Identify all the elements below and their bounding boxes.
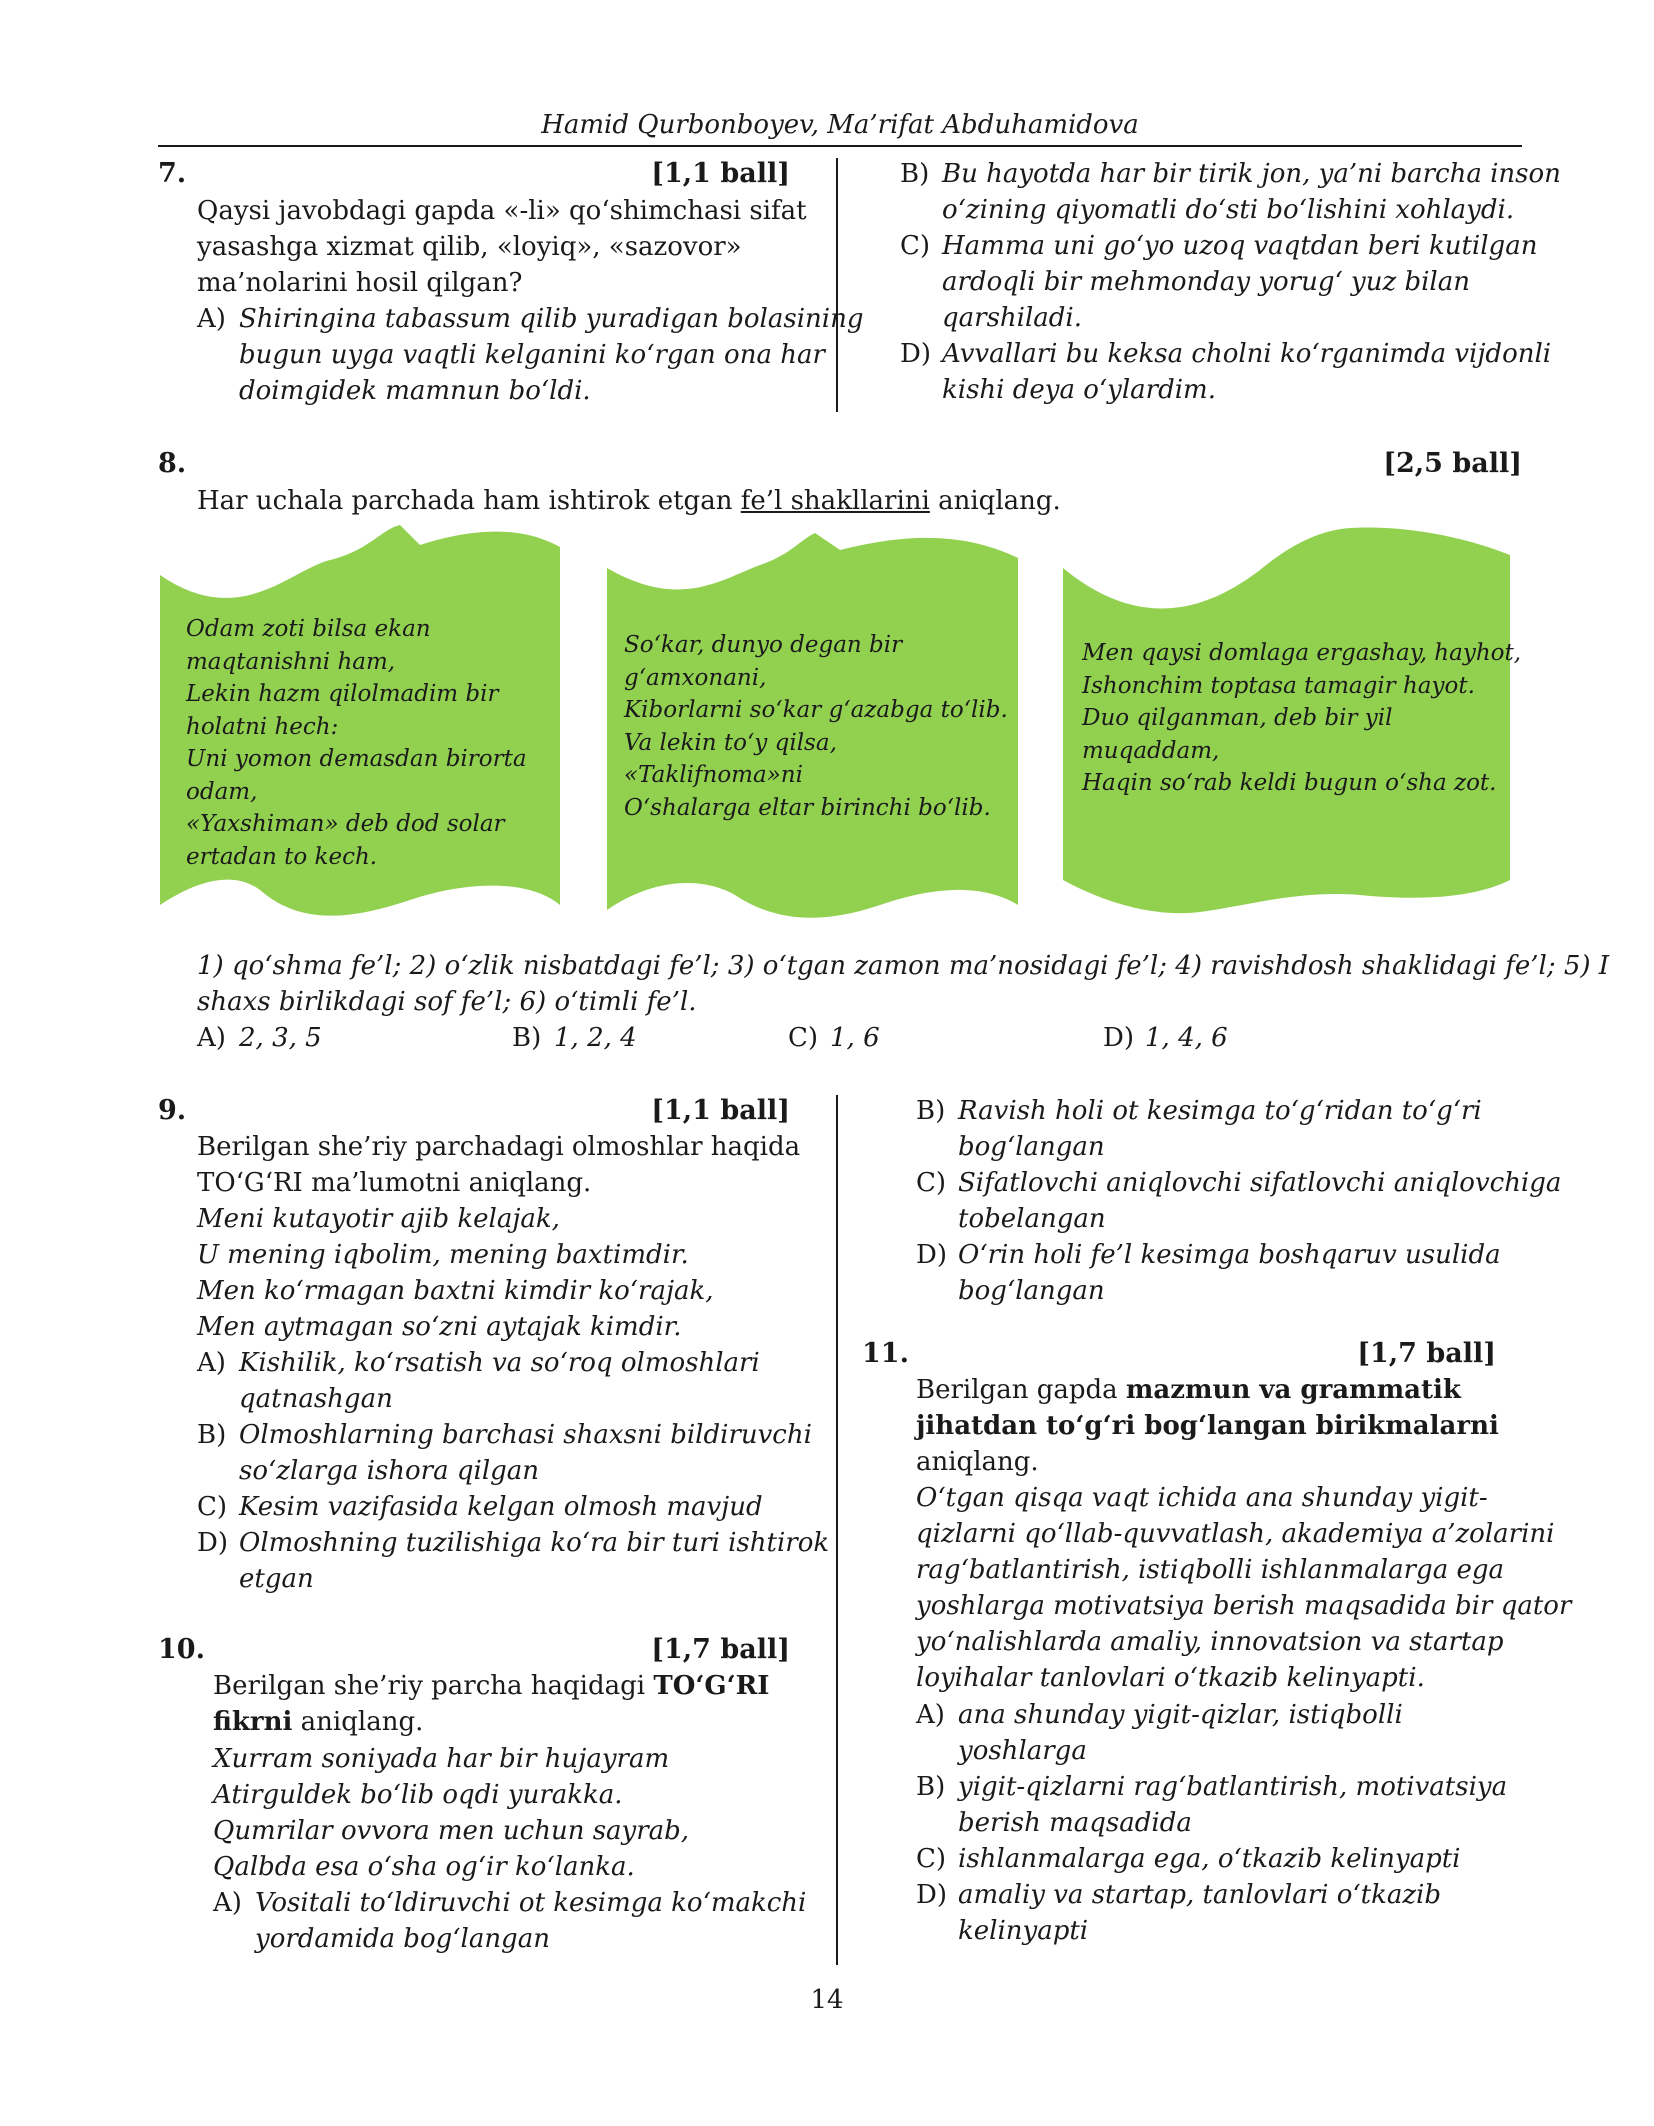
poem-line: Lekin hazm qilolmadim bir [186, 681, 499, 707]
q8-number: 8. [158, 448, 187, 479]
option-text: Bu hayotda har bir tirik jon, ya’ni barcha inson [942, 159, 1561, 189]
option-letter: B) [512, 1023, 542, 1053]
q11-option-a[interactable] [916, 1697, 1403, 1769]
option-letter: D) [197, 1528, 228, 1558]
poem-line: Ishonchim toptasa tamagir hayot. [1082, 672, 1475, 699]
sentence-line: qizlarni qo‘llab-quvvatlash, akademiya a’zolarini [916, 1519, 1555, 1549]
poem-line: O‘shalarga eltar birinchi bo‘lib. [624, 794, 991, 821]
option-letter: B) [900, 159, 930, 189]
option-text: yoshlarga [958, 1736, 1087, 1766]
poem-line: Men qaysi domlaga ergashay, hayhot, [1082, 640, 1522, 666]
option-letter: A) [197, 304, 226, 334]
q9-option-a[interactable] [197, 1345, 760, 1417]
sentence-line: O‘tgan qisqa vaqt ichida ana shunday yigit- [916, 1483, 1488, 1513]
option-text: yigit-qizlarni rag‘batlantirish, motivatsiya [958, 1772, 1508, 1802]
poem-2 [624, 629, 1008, 824]
poem-line: Haqin so‘rab keldi bugun o‘sha zot. [1082, 770, 1497, 796]
column-divider [836, 1095, 838, 1965]
poem-line: Qalbda esa o‘sha og‘ir ko‘lanka. [213, 1852, 635, 1882]
option-text: O‘rin holi fe’l kesimga boshqaruv usulida [958, 1240, 1501, 1270]
option-text: bog‘langan [958, 1276, 1105, 1306]
q10-poem [213, 1741, 689, 1885]
q11-option-d[interactable] [916, 1877, 1441, 1949]
q11-sentence [916, 1480, 1571, 1696]
q9-poem [197, 1201, 714, 1345]
option-text: Vositali to‘ldiruvchi ot kesimga ko‘makchi [255, 1888, 807, 1918]
q11-question-bold: jihatdan to‘g‘ri bog‘langan birikmalarni [916, 1411, 1499, 1441]
poem-line: Va lekin to‘y qilsa, [624, 729, 837, 756]
poem-line: Men ko‘rmagan baxtni kimdir ko‘rajak, [197, 1276, 714, 1306]
option-text: ishlanmalarga ega, o‘tkazib kelinyapti [958, 1844, 1461, 1874]
poem-line: Meni kutayotir ajib kelajak, [197, 1204, 560, 1234]
poem-line: «Yaxshiman» deb dod solar [186, 811, 505, 837]
option-text: Sifatlovchi aniqlovchi sifatlovchi aniqlovchiga [958, 1168, 1562, 1198]
q8-option-a[interactable] [197, 1020, 322, 1056]
q11-question-bold: mazmun va grammatik [1125, 1375, 1461, 1405]
option-text: Olmoshlarning barchasi shaxsni bildiruvchi [239, 1420, 812, 1450]
option-text: yordamida bog‘langan [255, 1924, 550, 1954]
poem-1 [186, 613, 527, 873]
q7-question-line: Qaysi javobdagi gapda «-li» qo‘shimchasi sifat [197, 196, 807, 226]
option-letter: D) [1103, 1023, 1134, 1053]
option-text: kishi deya o‘ylardim. [942, 375, 1216, 405]
option-letter: C) [197, 1492, 228, 1522]
poem-line: g‘amxonani, [624, 664, 767, 691]
option-letter: B) [916, 1772, 946, 1802]
poem-line: Atirguldek bo‘lib oqdi yurakka. [213, 1780, 623, 1810]
q7-points: [1,1 ball] [651, 158, 790, 189]
q11-points: [1,7 ball] [1357, 1338, 1496, 1369]
option-text: bog‘langan [958, 1132, 1105, 1162]
poem-line: Kiborlarni so‘kar g‘azabga to‘lib. [624, 697, 1008, 723]
option-letter: D) [916, 1880, 947, 1910]
q8-question-text: aniqlang. [929, 486, 1061, 516]
option-text: Kishilik, ko‘rsatish va so‘roq olmoshlari [239, 1348, 760, 1378]
option-text: so‘zlarga ishora qilgan [239, 1456, 540, 1486]
q10-question-text: Berilgan she’riy parcha haqidagi [213, 1671, 654, 1701]
sentence-line: rag‘batlantirish, istiqbolli ishlanmalarga ega [916, 1555, 1504, 1585]
poem-line: holatni hech: [186, 713, 339, 740]
option-text: tobelangan [958, 1204, 1106, 1234]
list-line: shaxs birlikdagi sof fe’l; 6) o‘timli fe’l. [197, 987, 697, 1017]
option-text: Ravish holi ot kesimga to‘g‘ridan to‘g‘ri [958, 1096, 1482, 1126]
q8-option-b[interactable] [512, 1020, 637, 1056]
poem-line: Men aytmagan so‘zni aytajak kimdir. [197, 1312, 682, 1342]
q11-number: 11. [862, 1338, 909, 1369]
running-header: Hamid Qurbonboyev, Ma’rifat Abduhamidova [541, 110, 1139, 140]
q10-option-c[interactable] [916, 1165, 1561, 1237]
q9-points: [1,1 ball] [651, 1095, 790, 1126]
option-text: Hamma uni go‘yo uzoq vaqtdan beri kutilgan [942, 231, 1538, 261]
q10-option-a[interactable] [213, 1885, 806, 1957]
q9-option-d[interactable] [197, 1525, 829, 1597]
q9-question-line: Berilgan she’riy parchadagi olmoshlar haqida [197, 1132, 801, 1162]
option-text: doimgidek mamnun bo‘ldi. [239, 376, 591, 406]
option-text: amaliy va startap, tanlovlari o‘tkazib [958, 1880, 1441, 1910]
poem-line: So‘kar, dunyo degan bir [624, 632, 903, 658]
q8-feature-list [197, 948, 1609, 1020]
option-text: qatnashgan [239, 1384, 393, 1414]
q8-question-underlined: fe’l shakllarini [740, 486, 930, 516]
option-text: Olmoshning tuzilishiga ko‘ra bir turi ishtirok [239, 1528, 830, 1558]
option-text: 1, 6 [830, 1023, 880, 1053]
q10-question [213, 1668, 769, 1740]
option-letter: D) [916, 1240, 947, 1270]
option-letter: A) [197, 1348, 226, 1378]
poem-line: Odam zoti bilsa ekan [186, 616, 431, 642]
q9-option-b[interactable] [197, 1417, 812, 1489]
q10-option-d[interactable] [916, 1237, 1501, 1309]
poem-line: maqtanishni ham, [186, 648, 396, 675]
q7-question-line: ma’nolarini hosil qilgan? [197, 268, 523, 298]
q11-question [916, 1372, 1499, 1480]
q9-number: 9. [158, 1095, 187, 1126]
option-text: etgan [239, 1564, 314, 1594]
option-letter: B) [916, 1096, 946, 1126]
option-letter: C) [900, 231, 931, 261]
option-text: berish maqsadida [958, 1808, 1192, 1838]
q8-points: [2,5 ball] [1383, 448, 1522, 479]
option-letter: A) [197, 1023, 226, 1053]
poem-line: muqaddam, [1082, 737, 1220, 764]
poem-line: U mening iqbolim, mening baxtimdir. [197, 1240, 689, 1270]
poem-line: ertadan to kech. [186, 843, 378, 870]
q10-question-bold: fikrni [213, 1707, 293, 1737]
q7-question-line: yasashga xizmat qilib, «loyiq», «sazovor» [197, 232, 742, 262]
poem-line: Uni yomon demasdan birorta [186, 746, 527, 772]
option-text: Shiringina tabassum qilib yuradigan bolasining [239, 304, 864, 334]
poem-line: odam, [186, 778, 258, 805]
poem-line: «Taklifnoma»ni [624, 762, 803, 788]
q8-option-d[interactable] [1103, 1020, 1228, 1056]
option-text: 1, 2, 4 [554, 1023, 637, 1053]
q10-option-b[interactable] [916, 1093, 1482, 1165]
option-letter: C) [916, 1844, 947, 1874]
sentence-line: loyihalar tanlovlari o‘tkazib kelinyapti. [916, 1663, 1425, 1693]
sentence-line: yo‘nalishlarda amaliy, innovatsion va startap [916, 1627, 1504, 1657]
q8-question-text: Har uchala parchada ham ishtirok etgan [197, 486, 741, 516]
q8-option-c[interactable] [788, 1020, 880, 1056]
list-line: 1) qo‘shma fe’l; 2) o‘zlik nisbatdagi fe’l; 3) o‘tgan zamon ma’nosidagi fe’l; 4) ravishdosh shaklidagi fe’l; 5) I [197, 951, 1610, 981]
option-letter: A) [213, 1888, 242, 1918]
q10-points: [1,7 ball] [651, 1634, 790, 1665]
poem-line: Qumrilar ovvora men uchun sayrab, [213, 1816, 690, 1846]
page-number: 14 [810, 1985, 844, 2015]
option-text: o‘zining qiyomatli do‘sti bo‘lishini xohlaydi. [942, 195, 1515, 225]
q9-option-c[interactable] [197, 1489, 763, 1525]
option-text: Avvallari bu keksa cholni ko‘rganimda vijdonli [942, 339, 1552, 369]
poem-line: Xurram soniyada har bir hujayram [213, 1744, 670, 1774]
option-text: Kesim vazifasida kelgan olmosh mavjud [239, 1492, 763, 1522]
q10-question-bold: TO‘G‘RI [653, 1671, 770, 1701]
q9-question [197, 1129, 800, 1201]
q11-option-c[interactable] [916, 1841, 1461, 1877]
q11-question-text: aniqlang. [916, 1447, 1039, 1477]
q7-number: 7. [158, 158, 187, 189]
option-letter: A) [916, 1700, 945, 1730]
option-letter: C) [788, 1023, 819, 1053]
option-text: ardoqli bir mehmonday yorug‘ yuz bilan [942, 267, 1470, 297]
option-text: bugun uyga vaqtli kelganini ko‘rgan ona har [239, 340, 825, 370]
option-text: 1, 4, 6 [1145, 1023, 1228, 1053]
sentence-line: yoshlarga motivatsiya berish maqsadida bir qator [916, 1591, 1572, 1621]
option-text: ana shunday yigit-qizlar, istiqbolli [958, 1700, 1403, 1730]
option-letter: C) [916, 1168, 947, 1198]
q10-question-text: aniqlang. [292, 1707, 424, 1737]
option-text: kelinyapti [958, 1916, 1089, 1946]
q11-option-b[interactable] [916, 1769, 1507, 1841]
q9-question-line: TO‘G‘RI ma’lumotni aniqlang. [197, 1168, 592, 1198]
q11-question-text: Berilgan gapda [916, 1375, 1126, 1405]
option-letter: B) [197, 1420, 227, 1450]
option-text: qarshiladi. [942, 303, 1083, 333]
option-text: 2, 3, 5 [239, 1023, 322, 1053]
poem-3 [1082, 637, 1521, 800]
q10-number: 10. [158, 1634, 205, 1665]
option-letter: D) [900, 339, 931, 369]
poem-line: Duo qilganman, deb bir yil [1082, 705, 1393, 731]
